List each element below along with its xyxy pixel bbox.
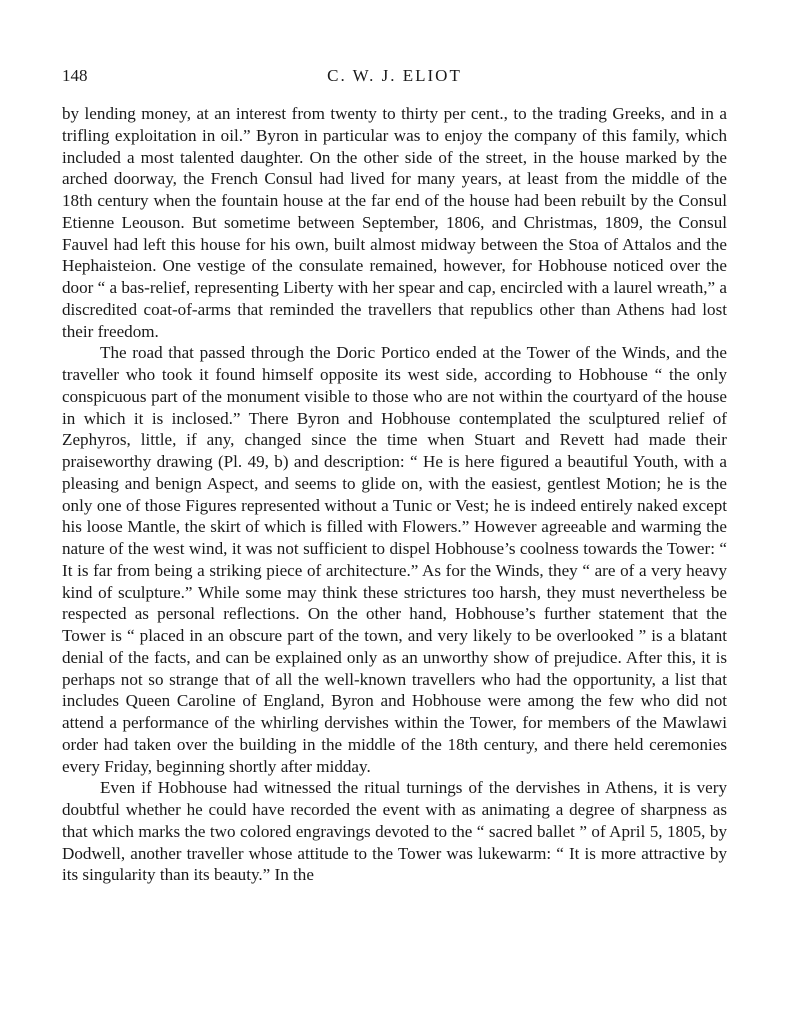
- paragraph: by lending money, at an interest from twenty to thirty per cent., to the trading Greeks, and in a trifling exploitation in oil.” Byron in particular was to enjoy the company of this family, which included a most talented daughter. On the other side of the street, in the house marked by the arched doorway, the French Consul had lived for many years, at least from the middle of the 18th century when the fountain house at the far end of the house had been rebuilt by the Consul Etienne Leouson. But sometime between September, 1806, and Christmas, 1809, the Consul Fauvel had left this house for his own, built almost midway between the Stoa of Attalos and the Hephaisteion. One vestige of the consulate remained, however, for Hobhouse noticed over the door “ a bas-relief, representing Liberty with her spear and cap, encircled with a laurel wreath,” a discredited coat-of-arms that reminded the travellers that republics other than Athens had lost their freedom.: [62, 104, 727, 341]
- paragraph: Even if Hobhouse had witnessed the ritual turnings of the dervishes in Athens, it is very doubtful whether he could have recorded the event with as animating a degree of sharpness as that which marks the two colored engravings devoted to the “ sacred ballet ” of April 5, 1805, by Dodwell, another traveller whose attitude to the Tower was lukewarm: “ It is more attractive by its singularity than its beauty.” In the: [62, 778, 727, 885]
- paragraph: The road that passed through the Doric Portico ended at the Tower of the Winds, and the traveller who took it found himself opposite its west side, according to Hobhouse “ the only conspicuous part of the monument visible to those who are not within the courtyard of the house in which it is inclosed.” There Byron and Hobhouse contemplated the sculptured relief of Zephyros, little, if any, changed since the time when Stuart and Revett had made their praiseworthy drawing (Pl. 49, b) and description: “ He is here figured a beautiful Youth, with a pleasing and benign Aspect, and seems to glide on, with the easiest, gentlest Motion; he is the only one of those Figures represented without a Tunic or Vest; he is indeed entirely naked except his loose Mantle, the skirt of which is filled with Flowers.” However agreeable and warming the nature of the west wind, it was not sufficient to dispel Hobhouse’s coolness towards the Tower: “ It is far from being a striking piece of architecture.” As for the Winds, they “ are of a very heavy kind of sculpture.” While some may think these strictures too harsh, they must nevertheless be respected as personal reflections. On the other hand, Hobhouse’s further statement that the Tower is “ placed in an obscure part of the town, and very likely to be overlooked ” is a blatant denial of the facts, and can be explained only as an unworthy show of prejudice. After this, it is perhaps not so strange that of all the well-known travellers who had the opportunity, a list that includes Queen Caroline of England, Byron and Hobhouse were among the few who did not attend a performance of the whirling dervishes within the Tower, for members of the Mawlawi order had taken over the building in the middle of the 18th century, and there held ceremonies every Friday, beginning shortly after midday.: [62, 343, 727, 776]
- running-head: C. W. J. ELIOT: [327, 66, 462, 85]
- page-number: 148: [62, 66, 88, 85]
- page-header: [62, 66, 727, 90]
- body-text: [62, 103, 727, 886]
